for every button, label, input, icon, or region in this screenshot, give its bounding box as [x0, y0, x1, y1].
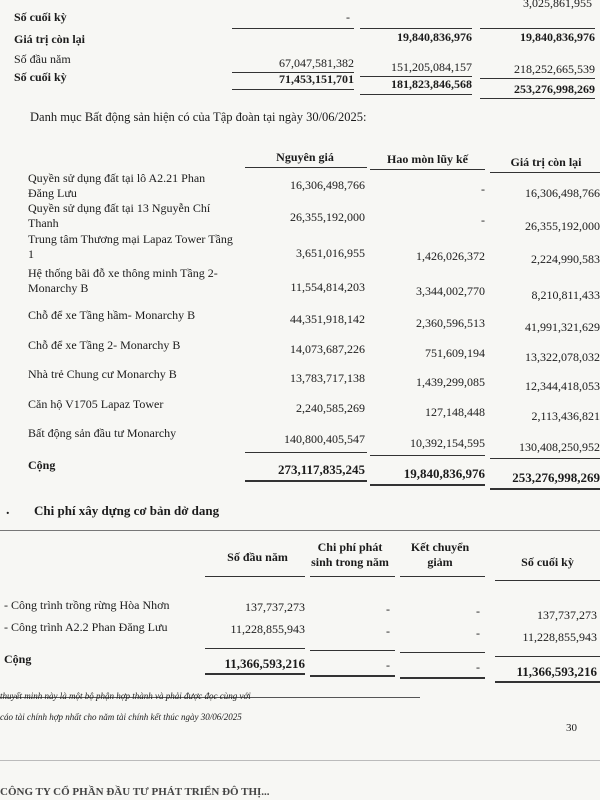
- asset-name: Quyền sử dụng đất tại lô A2.21 Phan Đăng Lưu: [28, 171, 206, 200]
- asset-name: Chỗ để xe Tầng hầm- Monarchy B: [28, 308, 196, 322]
- header-incurred: Chi phí phát sinh trong năm: [311, 540, 389, 569]
- construction-total-closing: 11,366,593,216: [516, 664, 597, 679]
- construction-incurred: -: [386, 602, 390, 616]
- asset-name: Căn hộ V1705 Lapaz Tower: [28, 397, 164, 411]
- asset-name: Chỗ để xe Tầng 2- Monarchy B: [28, 338, 181, 352]
- construction-total-opening: 11,366,593,216: [224, 656, 305, 671]
- construction-title: Chi phí xây dựng cơ bản dở dang: [34, 503, 220, 518]
- asset-cost: 14,073,687,226: [290, 342, 365, 356]
- asset-cost: 2,240,585,269: [296, 401, 365, 415]
- footer-note-2: cáo tài chính hợp nhất cho năm tài chính kết thúc ngày 30/06/2025: [0, 712, 242, 722]
- construction-total-transfer: -: [476, 660, 480, 674]
- header-net-value: Giá trị còn lại: [510, 155, 582, 169]
- construction-closing: 11,228,855,943: [522, 630, 597, 644]
- cell: 218,252,665,539: [514, 62, 595, 76]
- row-label: Số cuối kỳ: [14, 70, 67, 84]
- total-cost: 273,117,835,245: [277, 462, 365, 477]
- cell: -: [346, 10, 350, 24]
- cell: 181,823,846,568: [391, 77, 472, 91]
- construction-transfer: -: [476, 626, 480, 640]
- asset-name: Quyền sử dụng đất tại 13 Nguyễn Chí Thanh: [28, 201, 211, 230]
- asset-cost: 13,783,717,138: [290, 371, 365, 385]
- construction-closing: 137,737,273: [537, 608, 597, 622]
- header-transfer: Kết chuyển giảm: [410, 540, 470, 569]
- asset-net: 13,322,078,032: [525, 350, 600, 364]
- header-depreciation: Hao mòn lũy kế: [386, 152, 468, 166]
- asset-cost: 11,554,814,203: [290, 280, 365, 294]
- asset-net: 26,355,192,000: [525, 219, 600, 233]
- asset-net: 16,306,498,766: [525, 186, 600, 200]
- portfolio-intro: Danh mục Bất động sản hiện có của Tập đoàn tại ngày 30/06/2025:: [30, 110, 367, 124]
- asset-net: 12,344,418,053: [525, 379, 600, 393]
- asset-net: 8,210,811,433: [531, 288, 600, 302]
- construction-opening: 137,737,273: [245, 600, 305, 614]
- section-bullet: .: [6, 503, 10, 518]
- footer-note-1: thuyết minh này là một bộ phận hợp thành và phải được đọc cùng với: [0, 691, 251, 701]
- asset-cost: 16,306,498,766: [290, 178, 365, 192]
- construction-opening: 11,228,855,943: [230, 622, 305, 636]
- asset-depreciation: 1,426,026,372: [416, 249, 485, 263]
- asset-depreciation: 127,148,448: [425, 405, 485, 419]
- construction-transfer: -: [476, 604, 480, 618]
- asset-net: 41,991,321,629: [525, 320, 600, 334]
- asset-name: Bất động sản đầu tư Monarchy: [28, 426, 177, 440]
- total-depreciation: 19,840,836,976: [403, 466, 485, 481]
- asset-depreciation: 1,439,299,085: [416, 375, 485, 389]
- next-page-company-header: CÔNG TY CỔ PHẦN ĐẦU TƯ PHÁT TRIỂN ĐÔ THỊ...: [0, 786, 270, 798]
- asset-net: 130,408,250,952: [519, 440, 600, 454]
- asset-depreciation: 10,392,154,595: [410, 436, 485, 450]
- construction-total-label: Cộng: [4, 652, 32, 666]
- row-label: Giá trị còn lại: [14, 32, 85, 46]
- construction-item-name: - Công trình A2.2 Phan Đăng Lưu: [4, 620, 168, 634]
- asset-name: Hệ thống bãi đỗ xe thông minh Tầng 2- Monarchy B: [28, 266, 218, 295]
- asset-name: Nhà trẻ Chung cư Monarchy B: [28, 367, 177, 381]
- asset-cost: 26,355,192,000: [290, 210, 365, 224]
- asset-cost: 3,651,016,955: [296, 246, 365, 260]
- asset-net: 2,113,436,821: [531, 409, 600, 423]
- cell: 67,047,581,382: [279, 56, 354, 70]
- asset-name: Trung tâm Thương mại Lapaz Tower Tầng 1: [28, 232, 233, 261]
- asset-depreciation: 2,360,596,513: [416, 316, 485, 330]
- header-opening: Số đầu năm: [227, 550, 288, 564]
- row-label: Số cuối kỳ: [14, 10, 67, 24]
- row-label: Số đầu năm: [14, 52, 71, 66]
- asset-net: 2,224,990,583: [531, 252, 600, 266]
- total-label: Cộng: [28, 458, 56, 472]
- header-closing: Số cuối kỳ: [521, 555, 574, 569]
- cell: 19,840,836,976: [397, 30, 472, 44]
- asset-depreciation: -: [481, 213, 485, 227]
- asset-depreciation: -: [481, 182, 485, 196]
- cell: 253,276,998,269: [514, 82, 595, 96]
- construction-total-incurred: -: [386, 658, 390, 672]
- asset-cost: 140,800,405,547: [284, 432, 365, 446]
- asset-depreciation: 3,344,002,770: [416, 284, 485, 298]
- header-cost: Nguyên giá: [276, 150, 334, 164]
- asset-depreciation: 751,609,194: [425, 346, 485, 360]
- asset-cost: 44,351,918,142: [290, 312, 365, 326]
- cell: 19,840,836,976: [520, 30, 595, 44]
- total-net: 253,276,998,269: [512, 470, 600, 485]
- cell: 3,025,861,955: [523, 0, 592, 10]
- cell: 71,453,151,701: [279, 72, 354, 86]
- construction-incurred: -: [386, 624, 390, 638]
- construction-item-name: - Công trình trồng rừng Hòa Nhơn: [4, 598, 170, 612]
- page-number: 30: [566, 722, 577, 734]
- cell: 151,205,084,157: [391, 60, 472, 74]
